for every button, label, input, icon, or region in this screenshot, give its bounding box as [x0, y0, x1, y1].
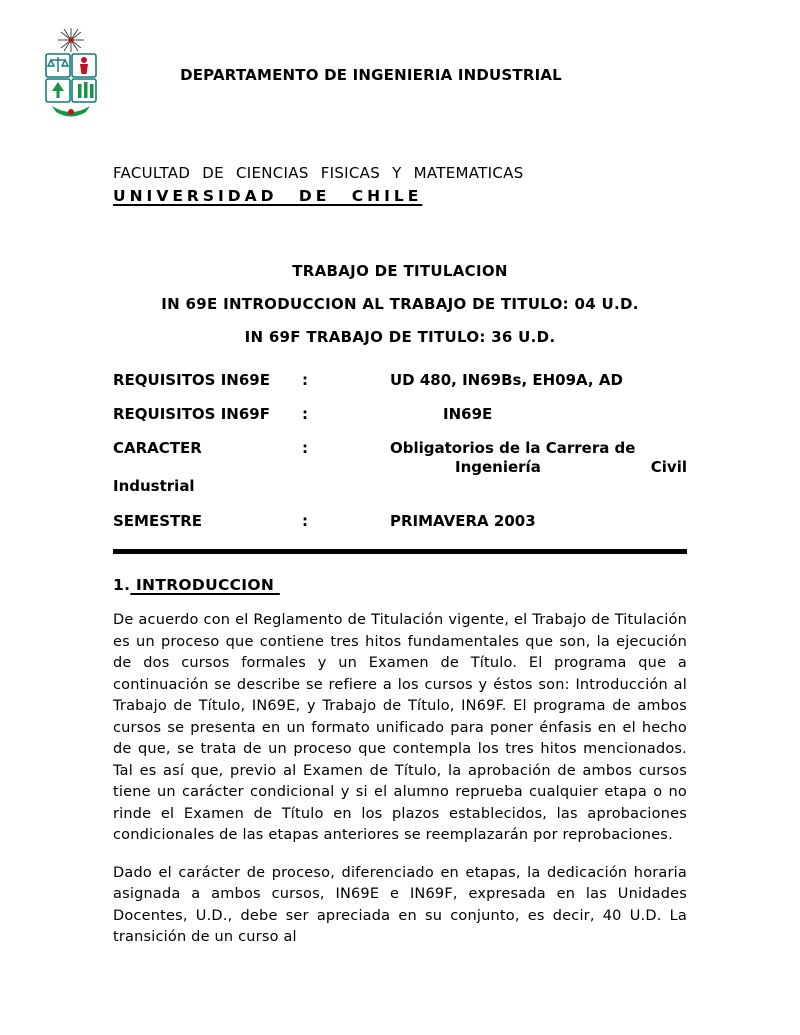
- course-details: [113, 371, 687, 531]
- course-title-in69e: IN 69E INTRODUCCION AL TRABAJO DE TITULO: 04 U.D.: [161, 295, 639, 313]
- requisitos-in69e-row: [113, 371, 687, 390]
- semestre-value: PRIMAVERA 2003: [390, 512, 536, 530]
- section-1-number: 1.: [113, 576, 131, 594]
- colon-separator: :: [302, 371, 308, 389]
- department-title: DEPARTAMENTO DE INGENIERIA INDUSTRIAL: [180, 66, 562, 84]
- intro-paragraph-2: Dado el carácter de proceso, diferenciado en etapas, la dedicación horaria asignada a ambos cursos, IN69E e IN69F, expresada en las Unidades Docentes, U.D., debe ser apreciada en su conjunto, es decir, 40 U.D. La transición de un curso al: [113, 864, 687, 945]
- horizontal-rule: [113, 549, 687, 554]
- requisitos-in69f-value: IN69E: [443, 405, 493, 423]
- faculty-line: FACULTAD DE CIENCIAS FISICAS Y MATEMATICAS: [113, 164, 524, 182]
- section-1-title: INTRODUCCION: [130, 576, 280, 594]
- caracter-value-line2: [455, 458, 687, 477]
- caracter-label: CARACTER: [113, 439, 202, 457]
- requisitos-in69f-label: REQUISITOS IN69F: [113, 405, 270, 423]
- requisitos-in69e-label: REQUISITOS IN69E: [113, 371, 270, 389]
- caracter-value-word-civil: Civil: [650, 458, 687, 476]
- document-title: TRABAJO DE TITULACION: [292, 262, 508, 280]
- university-line: UNIVERSIDAD DE CHILE: [113, 187, 423, 205]
- caracter-row: [113, 439, 687, 458]
- caracter-value-word-ingenieria: Ingeniería: [455, 458, 541, 476]
- colon-separator: :: [302, 439, 308, 457]
- university-crest-logo: [38, 26, 104, 126]
- colon-separator: :: [302, 405, 308, 423]
- intro-paragraph-1: De acuerdo con el Reglamento de Titulación vigente, el Trabajo de Titulación es un proceso que contiene tres hitos fundamentales que son, la ejecución de dos cursos formales y un Examen de Título. El programa que a continuación se describe se refiere a los cursos y éstos son: Introducción al Trabajo de Título, IN69E, y Trabajo de Título, IN69F. El programa de ambos cursos se presenta en un formato unificado para poner énfasis en el hecho de que, se trata de un proceso que contempla los tres hitos mencionados. Tal es así que, previo al Examen de Título, la aprobación de ambos cursos tiene un carácter condicional y si el alumno reprueba cualquier etapa o no rinde el Examen de Título en los plazos establecidos, las aprobaciones condicionales de las etapas anteriores se reemplazarán por reprobaciones.: [113, 612, 687, 843]
- requisitos-in69f-row: [113, 405, 687, 424]
- requisitos-in69e-value: UD 480, IN69Bs, EH09A, AD: [390, 371, 623, 389]
- caracter-value-line1: Obligatorios de la Carrera de: [390, 439, 636, 457]
- section-1-heading: [113, 575, 687, 595]
- semestre-row: [113, 512, 687, 531]
- semestre-label: SEMESTRE: [113, 512, 203, 530]
- university-crest-icon: [38, 26, 104, 126]
- course-title-in69f: IN 69F TRABAJO DE TITULO: 36 U.D.: [244, 328, 556, 346]
- colon-separator: :: [302, 512, 308, 530]
- caracter-value-line3: Industrial: [113, 477, 195, 495]
